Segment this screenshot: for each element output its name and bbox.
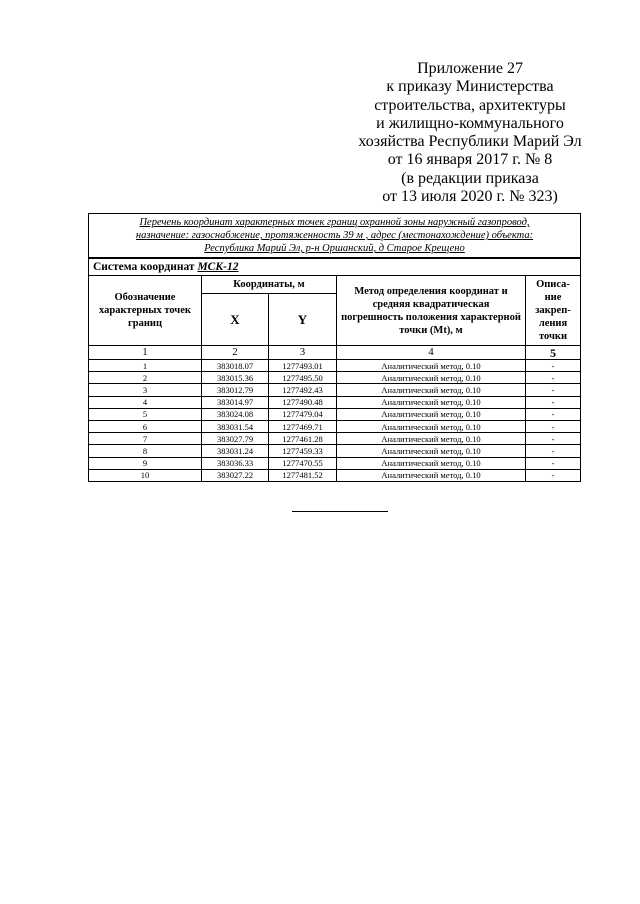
cell-desc: - bbox=[526, 457, 581, 469]
cell-desc: - bbox=[526, 360, 581, 372]
column-number: 2 bbox=[202, 346, 269, 360]
cell-x: 383014.97 bbox=[202, 396, 269, 408]
table-row bbox=[89, 457, 581, 469]
cell-point: 7 bbox=[89, 433, 202, 445]
cell-point: 1 bbox=[89, 360, 202, 372]
table-row bbox=[89, 433, 581, 445]
cell-desc: - bbox=[526, 384, 581, 396]
cell-y: 1277459.33 bbox=[269, 445, 337, 457]
column-number: 4 bbox=[337, 346, 526, 360]
table-row bbox=[89, 372, 581, 384]
header-method: Метод определения координат и средняя квадратическая погрешность положения характерной точки (Mt), м bbox=[337, 276, 526, 346]
cell-x: 383024.08 bbox=[202, 408, 269, 420]
header-y: Y bbox=[269, 294, 337, 346]
cell-y: 1277495.50 bbox=[269, 372, 337, 384]
cell-desc: - bbox=[526, 445, 581, 457]
cell-x: 383018.07 bbox=[202, 360, 269, 372]
appendix-line: к приказу Министерства bbox=[386, 78, 554, 96]
table-title-line: назначение: газоснабжение, протяженность 39 м , адрес (местонахождение) объекта: bbox=[135, 230, 534, 241]
cell-x: 383031.54 bbox=[202, 420, 269, 432]
appendix-line: от 13 июля 2020 г. № 323) bbox=[382, 188, 558, 206]
cell-y: 1277469.71 bbox=[269, 420, 337, 432]
header-desc: Описа-ние закреп-ления точки bbox=[526, 276, 581, 346]
cell-point: 3 bbox=[89, 384, 202, 396]
appendix-line: строительства, архитектуры bbox=[374, 96, 566, 114]
cell-point: 6 bbox=[89, 420, 202, 432]
cell-point: 8 bbox=[89, 445, 202, 457]
header-point: Обозначение характерных точек границ bbox=[89, 276, 202, 346]
closing-rule bbox=[292, 511, 388, 512]
cell-method: Аналитический метод, 0.10 bbox=[337, 445, 526, 457]
cell-method: Аналитический метод, 0.10 bbox=[337, 420, 526, 432]
table-row bbox=[89, 420, 581, 432]
column-number: 5 bbox=[526, 346, 581, 360]
coordinate-system bbox=[89, 258, 581, 276]
cell-method: Аналитический метод, 0.10 bbox=[337, 384, 526, 396]
cell-desc: - bbox=[526, 372, 581, 384]
header-x: X bbox=[202, 294, 269, 346]
appendix-line: хозяйства Республики Марий Эл bbox=[358, 133, 582, 151]
cell-point: 4 bbox=[89, 396, 202, 408]
column-numbers-row bbox=[89, 346, 581, 360]
cell-x: 383015.36 bbox=[202, 372, 269, 384]
cell-x: 383012.79 bbox=[202, 384, 269, 396]
coordinates-table-wrapper bbox=[88, 213, 580, 482]
cell-method: Аналитический метод, 0.10 bbox=[337, 360, 526, 372]
coordinate-system-name: МСК-12 bbox=[197, 261, 239, 273]
header-coords: Координаты, м bbox=[202, 276, 337, 294]
cell-method: Аналитический метод, 0.10 bbox=[337, 372, 526, 384]
cell-x: 383027.22 bbox=[202, 469, 269, 481]
cell-y: 1277492.43 bbox=[269, 384, 337, 396]
cell-point: 9 bbox=[89, 457, 202, 469]
table-body bbox=[89, 360, 581, 482]
cell-method: Аналитический метод, 0.10 bbox=[337, 433, 526, 445]
coordinate-system-label: Система координат bbox=[93, 261, 195, 273]
cell-method: Аналитический метод, 0.10 bbox=[337, 408, 526, 420]
table-title-line: Республика Марий Эл, р-н Оршанский, д Старое Крещено bbox=[204, 243, 465, 254]
table-title bbox=[89, 214, 581, 259]
table-row bbox=[89, 396, 581, 408]
table-row bbox=[89, 360, 581, 372]
cell-desc: - bbox=[526, 469, 581, 481]
cell-method: Аналитический метод, 0.10 bbox=[337, 469, 526, 481]
cell-y: 1277490.48 bbox=[269, 396, 337, 408]
column-number: 1 bbox=[89, 346, 202, 360]
cell-x: 383031.24 bbox=[202, 445, 269, 457]
cell-point: 2 bbox=[89, 372, 202, 384]
cell-y: 1277479.04 bbox=[269, 408, 337, 420]
cell-desc: - bbox=[526, 420, 581, 432]
appendix-header bbox=[340, 60, 600, 206]
cell-y: 1277493.01 bbox=[269, 360, 337, 372]
table-row bbox=[89, 445, 581, 457]
cell-point: 5 bbox=[89, 408, 202, 420]
appendix-line: от 16 января 2017 г. № 8 bbox=[387, 151, 553, 169]
appendix-line: (в редакции приказа bbox=[401, 169, 539, 187]
cell-x: 383027.79 bbox=[202, 433, 269, 445]
cell-point: 10 bbox=[89, 469, 202, 481]
table-title-line: Перечень координат характерных точек границ охранной зоны наружный газопровод, bbox=[139, 217, 530, 228]
table-row bbox=[89, 384, 581, 396]
coordinates-table bbox=[88, 213, 581, 482]
cell-desc: - bbox=[526, 433, 581, 445]
cell-y: 1277461.28 bbox=[269, 433, 337, 445]
cell-y: 1277470.55 bbox=[269, 457, 337, 469]
appendix-line: и жилищно-коммунального bbox=[376, 114, 564, 132]
table-row bbox=[89, 408, 581, 420]
appendix-line: Приложение 27 bbox=[417, 60, 523, 77]
cell-method: Аналитический метод, 0.10 bbox=[337, 457, 526, 469]
cell-x: 383036.33 bbox=[202, 457, 269, 469]
cell-desc: - bbox=[526, 396, 581, 408]
column-number: 3 bbox=[269, 346, 337, 360]
cell-desc: - bbox=[526, 408, 581, 420]
table-row bbox=[89, 469, 581, 481]
cell-method: Аналитический метод, 0.10 bbox=[337, 396, 526, 408]
cell-y: 1277481.52 bbox=[269, 469, 337, 481]
